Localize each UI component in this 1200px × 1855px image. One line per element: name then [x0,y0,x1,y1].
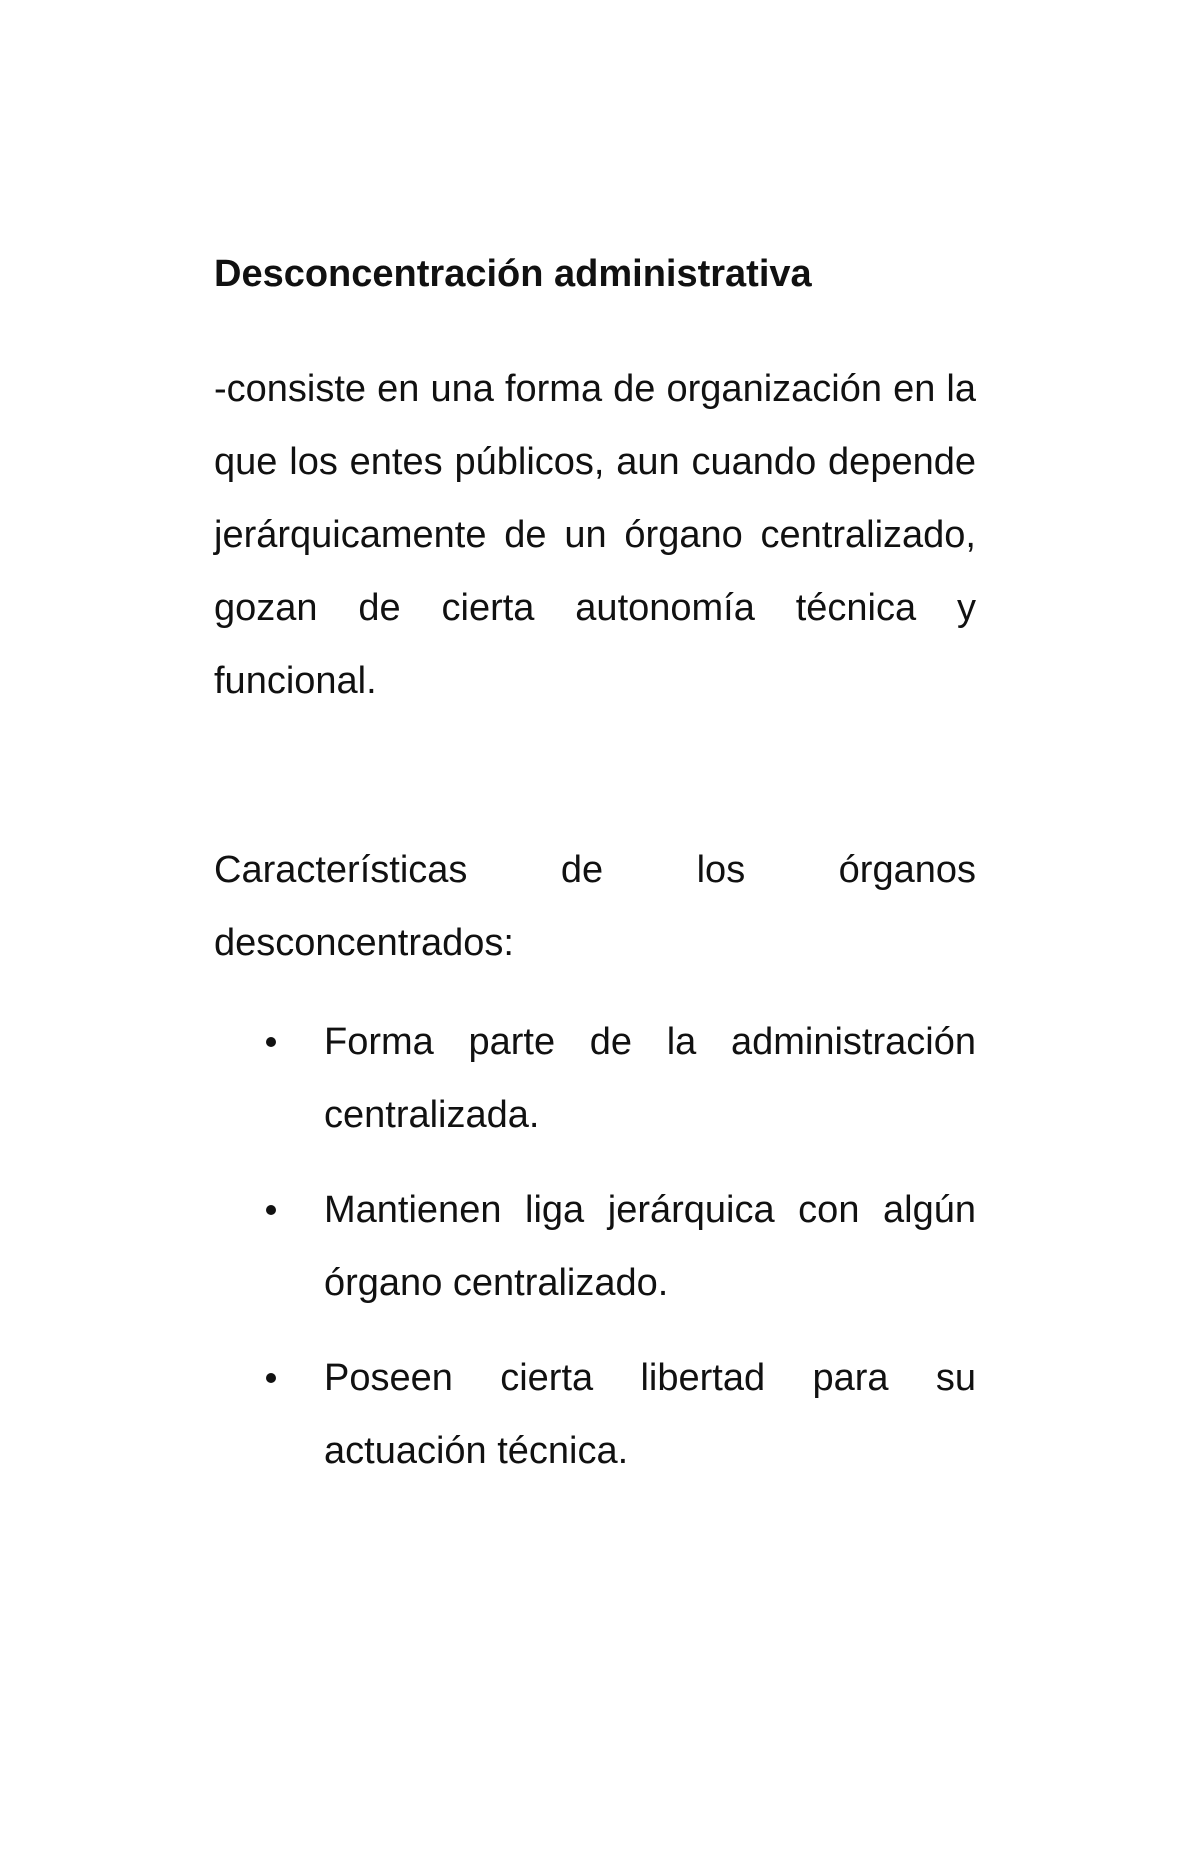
list-item [214,1006,976,1152]
definition-paragraph: -consiste en una forma de organización en la que los entes públicos, aun cuando depende jerárquicamente de un órgano centralizado, gozan de cierta autonomía técnica y funcional. [214,368,976,702]
characteristics-title: Características de los órganos desconcentrados: [214,849,976,964]
characteristics-list [214,1006,976,1510]
bullet-icon [266,1373,276,1383]
list-item [214,1174,976,1320]
list-item-text: Mantienen liga jerárquica con algún órgano centralizado. [324,1189,976,1304]
list-item [214,1342,976,1488]
bullet-icon [266,1205,276,1215]
document-heading: Desconcentración administrativa [214,253,812,295]
list-item-text: Forma parte de la administración centralizada. [324,1021,976,1136]
list-item-text: Poseen cierta libertad para su actuación técnica. [324,1357,976,1472]
bullet-icon [266,1037,276,1047]
